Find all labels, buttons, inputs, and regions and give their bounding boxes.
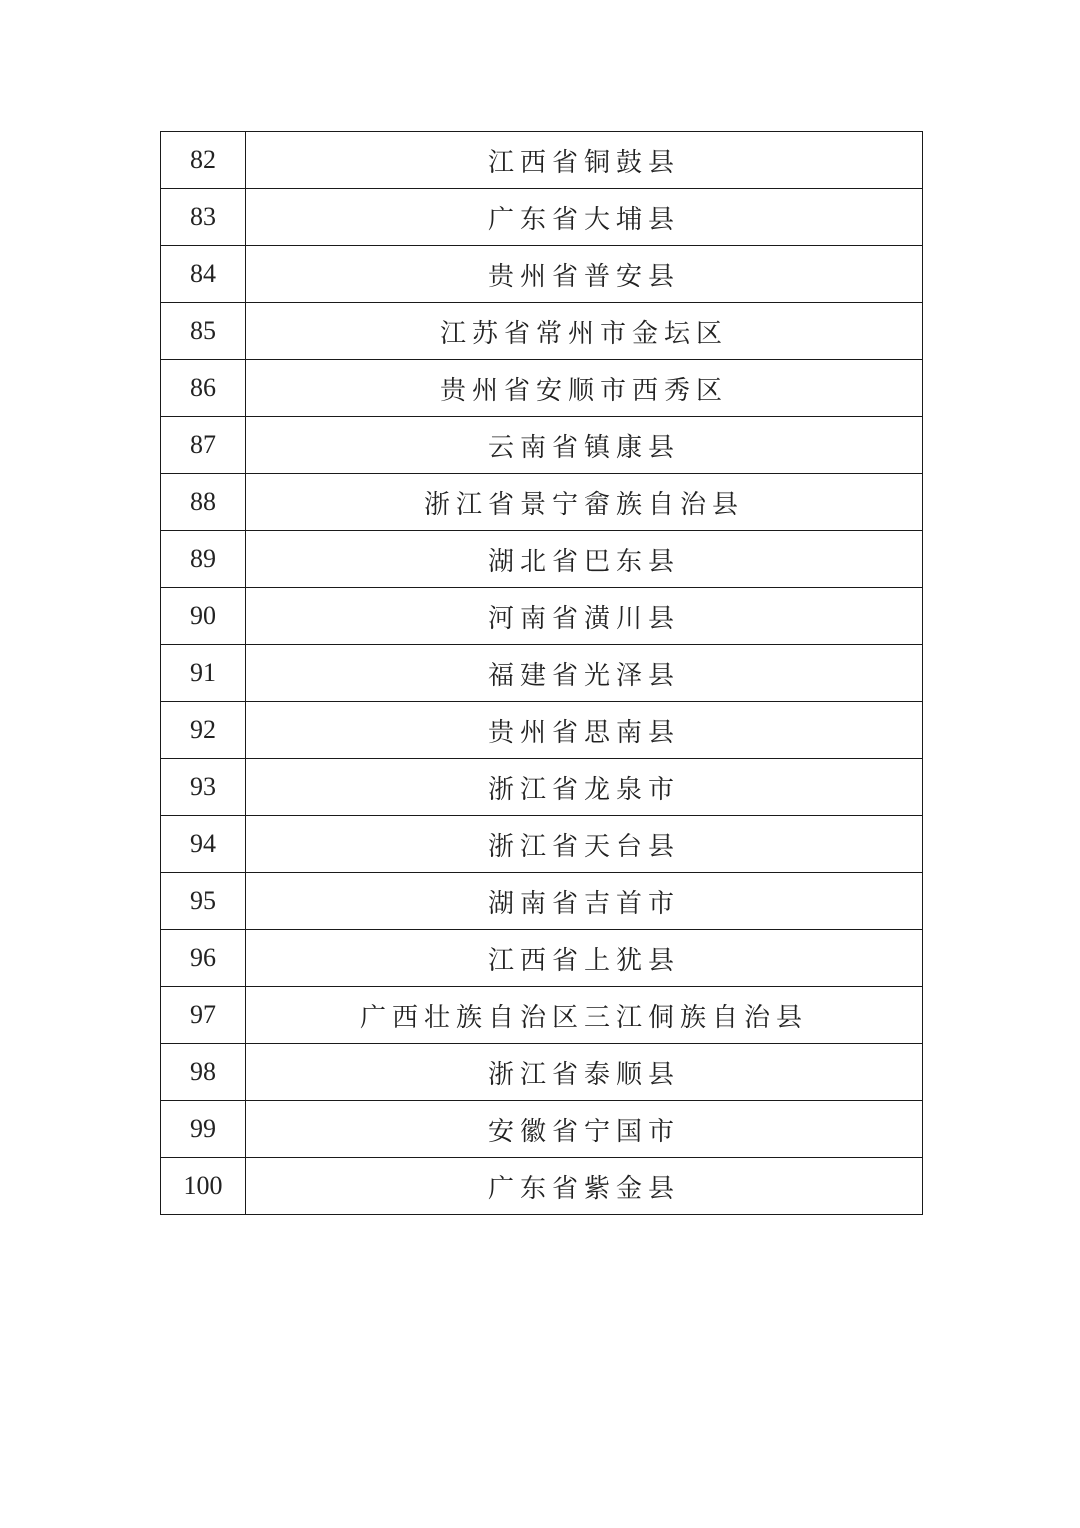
row-number: 97 [161,987,246,1044]
county-name: 江西省铜鼓县 [246,132,923,189]
row-number: 95 [161,873,246,930]
county-name: 贵州省普安县 [246,246,923,303]
county-name: 贵州省思南县 [246,702,923,759]
table-row [161,816,923,873]
county-list-table [160,131,923,1215]
row-number: 98 [161,1044,246,1101]
table-row [161,930,923,987]
county-name: 江西省上犹县 [246,930,923,987]
county-name: 浙江省天台县 [246,816,923,873]
row-number: 100 [161,1158,246,1215]
row-number: 88 [161,474,246,531]
row-number: 94 [161,816,246,873]
table-row [161,702,923,759]
row-number: 86 [161,360,246,417]
county-name: 福建省光泽县 [246,645,923,702]
table-row [161,873,923,930]
county-name: 安徽省宁国市 [246,1101,923,1158]
county-name: 江苏省常州市金坛区 [246,303,923,360]
table-row [161,645,923,702]
county-name: 湖南省吉首市 [246,873,923,930]
row-number: 89 [161,531,246,588]
table-row [161,588,923,645]
row-number: 83 [161,189,246,246]
table-row [161,1158,923,1215]
county-name: 广东省紫金县 [246,1158,923,1215]
table-row [161,474,923,531]
table-row [161,1044,923,1101]
county-name: 湖北省巴东县 [246,531,923,588]
table-row [161,246,923,303]
county-name: 云南省镇康县 [246,417,923,474]
county-name: 浙江省景宁畲族自治县 [246,474,923,531]
county-name: 浙江省泰顺县 [246,1044,923,1101]
row-number: 93 [161,759,246,816]
table-row [161,189,923,246]
row-number: 91 [161,645,246,702]
county-name: 广东省大埔县 [246,189,923,246]
table-row [161,132,923,189]
row-number: 99 [161,1101,246,1158]
row-number: 84 [161,246,246,303]
table-row [161,360,923,417]
table-row [161,303,923,360]
row-number: 87 [161,417,246,474]
county-name: 河南省潢川县 [246,588,923,645]
table-row [161,987,923,1044]
table-row [161,531,923,588]
row-number: 90 [161,588,246,645]
row-number: 82 [161,132,246,189]
table-row [161,417,923,474]
table-row [161,1101,923,1158]
county-name: 贵州省安顺市西秀区 [246,360,923,417]
table-row [161,759,923,816]
row-number: 85 [161,303,246,360]
county-name: 浙江省龙泉市 [246,759,923,816]
county-name: 广西壮族自治区三江侗族自治县 [246,987,923,1044]
row-number: 92 [161,702,246,759]
row-number: 96 [161,930,246,987]
